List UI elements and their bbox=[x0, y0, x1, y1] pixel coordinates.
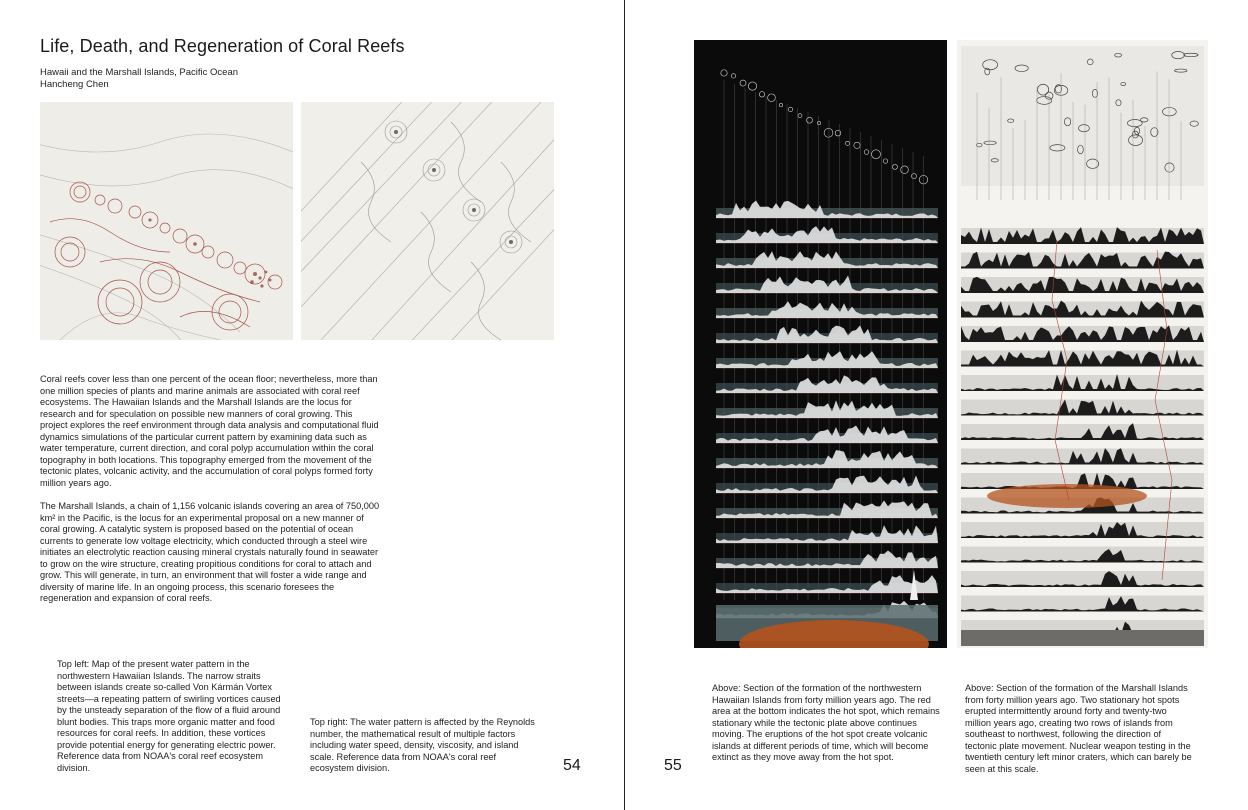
caption-top-left-text: Top left: Map of the present water pattern in the northwestern Hawaiian Islands. The narrow straits between islands create so-called Von Kármán Vortex streets—a repeating pattern of swirling vortices caused by the unsteady separation of the flow of a fluid around blunt bodies. This traps more organic matter and food resources for coral reefs. In addition, these vortices provide potential energy for generating electric power. Reference data from NOAA's coral reef ecosystem division. bbox=[57, 659, 281, 773]
section-strips bbox=[716, 201, 938, 618]
body-paragraph-1: Coral reefs cover less than one percent of the ocean floor; nevertheless, more than one million species of plants and marine animals are associated with coral reef ecosystems. The Hawaiian Islands and the Marshall Islands are the locus for research and for speculation on possible new manners of coral growing. This project explores the reef environment through data analysis and computational fluid dynamics simulations of the particular current pattern by examining data such as water temperature, current direction, and coral polyp accumulation within the coral topography in both locations. This topography emerged from the movement of the tectonic plates, volcanic activity, and the accumulation of coral polyps formed forty million years ago. bbox=[40, 374, 379, 488]
body-paragraph-2: The Marshall Islands, a chain of 1,156 volcanic islands covering an area of 750,000 km² in the Pacific, is the locus for an experimental proposal on a new manner of coral growing. A catalytic system is proposed based on the potential of ocean currents to generate low voltage electricity, which conducted through a steel wire initiates an electrolytic reaction causing mineral crystals naturally found in seawater to grow on the wire structure, creating propitious conditions for coral to attach and grow. This will generate, in turn, an environment that will foster a wide range and diversity of marine life. In an ongoing process, this scenario foresees the regeneration and expansion of coral reefs. bbox=[40, 501, 380, 603]
vortex-map-drawing bbox=[40, 102, 293, 340]
figure-water-pattern bbox=[301, 102, 554, 340]
island-chain-map bbox=[721, 70, 928, 184]
caption-top-right-text: Top right: The water pattern is affected by the Reynolds number, the mathematical result of multiple factors including water speed, density, viscosity, and island scale. Reference data from NOAA's coral reef ecosystem division. bbox=[310, 717, 535, 773]
page-number-right: 55 bbox=[664, 757, 682, 774]
caption-marshall-text: Above: Section of the formation of the Marshall Islands from forty million years ago. Two stationary hot spots erupted intermittently around forty and twenty-two million years ago, creating two rows of islands from southeast to northwest, following the direction of tectonic plate movement. Nuclear weapon testing in the twentieth century left minor craters, which can barely be seen at this scale. bbox=[965, 683, 1192, 774]
caption-hawaii bbox=[712, 683, 940, 764]
figure-hawaii-sections bbox=[694, 40, 947, 648]
project-location: Hawaii and the Marshall Islands, Pacific Ocean bbox=[40, 67, 239, 78]
caption-marshall bbox=[965, 683, 1193, 775]
page-gutter bbox=[624, 0, 625, 810]
caption-top-right bbox=[310, 717, 540, 775]
author-name: Hancheng Chen bbox=[40, 79, 109, 90]
figure-marshall-sections bbox=[957, 40, 1208, 648]
figure-vortex-map bbox=[40, 102, 293, 340]
article-byline bbox=[40, 67, 238, 91]
water-pattern-drawing bbox=[301, 102, 554, 340]
article-title: Life, Death, and Regeneration of Coral Reefs bbox=[40, 36, 405, 56]
caption-top-left bbox=[57, 659, 283, 774]
marshall-base-layer bbox=[961, 630, 1204, 646]
page-number-left: 54 bbox=[563, 757, 581, 774]
marshall-hotspot bbox=[987, 484, 1147, 508]
marshall-section-diagram bbox=[957, 40, 1208, 648]
hawaii-section-diagram bbox=[694, 40, 947, 648]
caption-hawaii-text: Above: Section of the formation of the northwestern Hawaiian Islands from forty million years ago. The red area at the bottom indicates the hot spot, which remains stationary while the tectonic plate above continues moving. The eruptions of the hot spot create volcanic islands at different periods of time, which will become extinct as they move away from the hot spot. bbox=[712, 683, 940, 762]
marshall-section-strips bbox=[961, 227, 1204, 636]
